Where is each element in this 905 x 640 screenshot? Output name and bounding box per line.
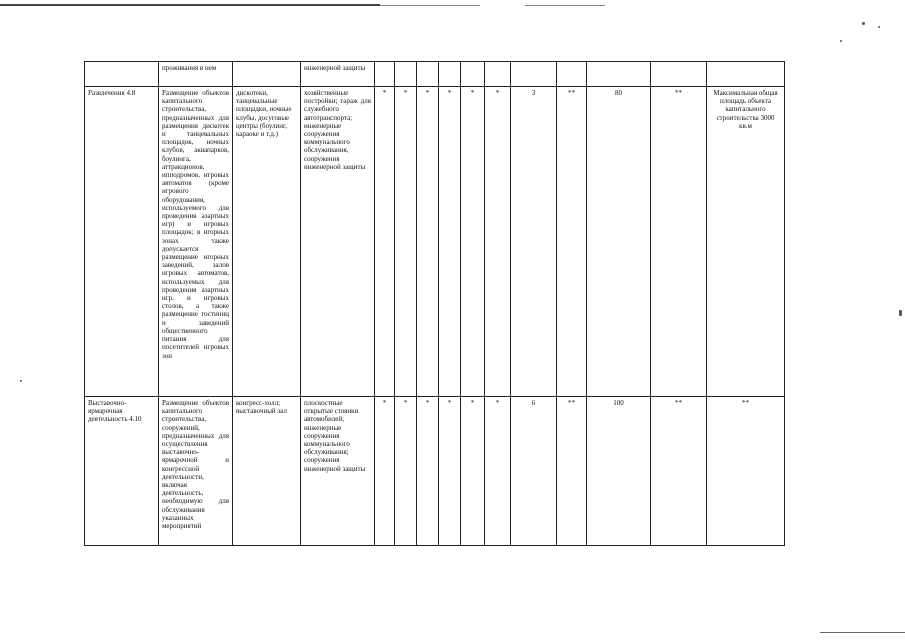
mark-cell: * [417,397,439,546]
floors-cell: 6 [511,397,557,546]
coverage-cell: 100 [587,397,651,546]
table-cell [85,62,159,87]
note-cell: ** [707,397,785,546]
table-cell [461,62,485,87]
table-row [85,62,785,87]
table-cell [395,62,417,87]
use-examples-cell: конгресс-холл; выставочный зал [233,397,301,546]
scan-artifact-line [525,5,605,6]
mark-cell: * [439,87,461,397]
mark-cell: * [439,397,461,546]
scan-artifact-line [380,5,480,6]
mark-cell: * [485,87,511,397]
table-row [85,87,785,397]
scan-artifact-line [0,4,380,6]
floors-cell: 3 [511,87,557,397]
mark-cell: * [417,87,439,397]
use-name-cell: Развлечения 4.8 [85,87,159,397]
coverage-cell: 80 [587,87,651,397]
table-cell [707,62,785,87]
table-cell: инженерной защиты [301,62,375,87]
mark-cell: * [461,87,485,397]
table-cell [375,62,395,87]
use-name-cell: Выставочно-ярмарочная деятельность 4.10 [85,397,159,546]
scan-speck [878,26,880,28]
mark-cell: * [395,397,417,546]
scan-speck [20,380,22,382]
mark-cell: * [485,397,511,546]
note-cell: Максимальная общая площадь объекта капитального строительства 3000 кв.м [707,87,785,397]
table-cell [233,62,301,87]
mark-cell: * [375,87,395,397]
param-cell: ** [651,87,707,397]
param-cell: ** [557,397,587,546]
auxiliary-uses-cell: плоскостные открытые стоянки автомобилей; инженерные сооружения коммунального обслуживания; сооружения инженерной защиты [301,397,375,546]
table-cell: проживания в нем [159,62,233,87]
auxiliary-uses-cell: хозяйственные постройки; гараж для служебного автотранспорта; инженерные сооружения коммунального обслуживания, сооружения инженерной защиты [301,87,375,397]
mark-cell: * [375,397,395,546]
param-cell: ** [557,87,587,397]
use-description-cell: Размещение объектов капитального строительства, сооружений, предназначенных для осуществления выставочно-ярмарочной и конгрессной деятельности, включая деятельность, необходимую для обслуживания указанных мероприятий [159,397,233,546]
scan-speck [862,22,865,25]
use-examples-cell: дискотеки, танцевальные площадки, ночные клубы, досуговые центры (боулинг, караоке и т.д.) [233,87,301,397]
table-cell [439,62,461,87]
scan-speck [840,40,842,42]
param-cell: ** [651,397,707,546]
table-cell [651,62,707,87]
scan-artifact-line [820,632,905,633]
scan-speck [899,310,902,316]
table-cell [417,62,439,87]
table-cell [557,62,587,87]
table-cell [485,62,511,87]
table-cell [587,62,651,87]
mark-cell: * [461,397,485,546]
table-row [85,397,785,546]
zoning-table [84,61,785,546]
use-description-cell: Размещение объектов капитального строительства, предназначенных для размещения дискотек и танцевальных площадок, ночных клубов, аквапарков, боулинга, аттракционов, ипподромов, игровых автоматов (кроме игрового оборудования, используемого для проведения азартных игр) и игровых площадок; в игорных зонах также допускается размещение игорных заведений, залов игровых автоматов, используемых для проведения азартных игр, и игровых столов, а также размещение гостиниц и заведений общественного питания для посетителей игровых зон [159,87,233,397]
mark-cell: * [395,87,417,397]
table-cell [511,62,557,87]
